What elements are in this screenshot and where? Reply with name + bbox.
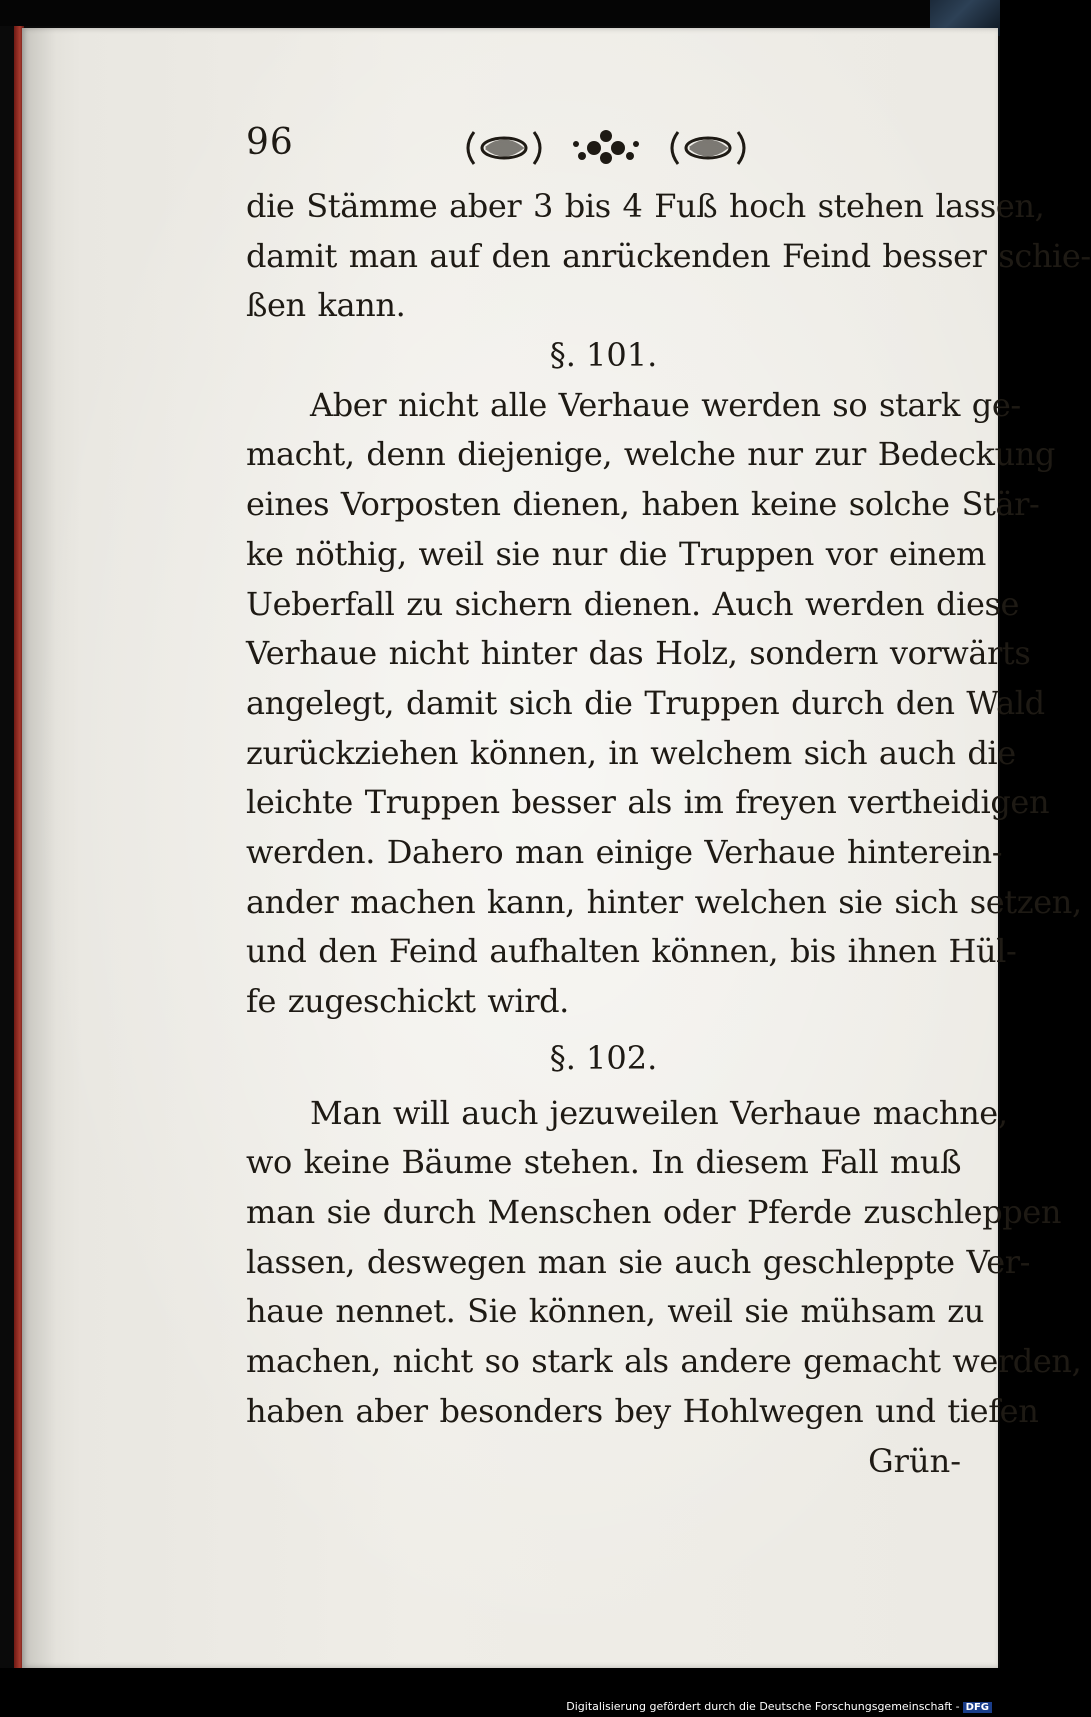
digitization-credit xyxy=(566,1700,992,1713)
text-line: damit man auf den anrückenden Feind besser schie- xyxy=(246,236,1091,275)
text-line: ke nöthig, weil sie nur die Truppen vor einem xyxy=(246,534,986,573)
gutter-shadow xyxy=(22,28,56,1668)
scan-bottom-border xyxy=(0,1668,1000,1717)
text-line: haue nennet. Sie können, weil sie mühsam zu xyxy=(246,1292,984,1331)
text-line: machen, nicht so stark als andere gemacht werden, xyxy=(246,1342,1082,1381)
text-line: zurückziehen können, in welchem sich auch die xyxy=(246,733,1016,772)
text-line: angelegt, damit sich die Truppen durch den Wald xyxy=(246,683,1045,722)
fleuron-ornament-icon xyxy=(456,126,756,170)
credit-text: Digitalisierung gefördert durch die Deutsche Forschungsgemeinschaft - xyxy=(566,1700,960,1713)
text-line: werden. Dahero man einige Verhaue hinterein- xyxy=(246,832,1003,871)
text-line: wo keine Bäume stehen. In diesem Fall muß xyxy=(246,1143,962,1182)
text-line: Man will auch jezuweilen Verhaue machne, xyxy=(310,1093,1008,1132)
section-heading: §. 101. xyxy=(549,336,658,375)
text-line: und den Feind aufhalten können, bis ihnen Hül- xyxy=(246,932,1017,971)
text-line: ßen kann. xyxy=(246,286,406,325)
text-line: Aber nicht alle Verhaue werden so stark ge- xyxy=(310,385,1021,424)
text-line: Verhaue nicht hinter das Holz, sondern vorwärts xyxy=(246,634,1031,673)
text-line: ander machen kann, hinter welchen sie sich setzen, xyxy=(246,882,1082,921)
text-line: man sie durch Menschen oder Pferde zuschleppen xyxy=(246,1193,1062,1232)
catchword: Grün- xyxy=(868,1441,961,1480)
page-number: 96 xyxy=(246,122,294,163)
page-text xyxy=(246,122,1091,1486)
text-line: lassen, deswegen man sie auch geschleppte Ver- xyxy=(246,1242,1031,1281)
scan-top-border xyxy=(0,0,1000,26)
text-line: leichte Truppen besser als im freyen vertheidigen xyxy=(246,783,1050,822)
text-line: Ueberfall zu sichern dienen. Auch werden diese xyxy=(246,584,1020,623)
text-line: haben aber besonders bey Hohlwegen und tiefen xyxy=(246,1391,1039,1430)
text-line: die Stämme aber 3 bis 4 Fuß hoch stehen lassen, xyxy=(246,187,1045,225)
text-line: macht, denn diejenige, welche nur zur Bedeckung xyxy=(246,435,1056,474)
text-line: fe zugeschickt wird. xyxy=(246,982,569,1020)
running-header xyxy=(246,122,961,182)
text-line: eines Vorposten dienen, haben keine solche Stär- xyxy=(246,485,1040,524)
section-heading: §. 102. xyxy=(549,1038,658,1077)
dfg-logo: DFG xyxy=(963,1702,992,1713)
